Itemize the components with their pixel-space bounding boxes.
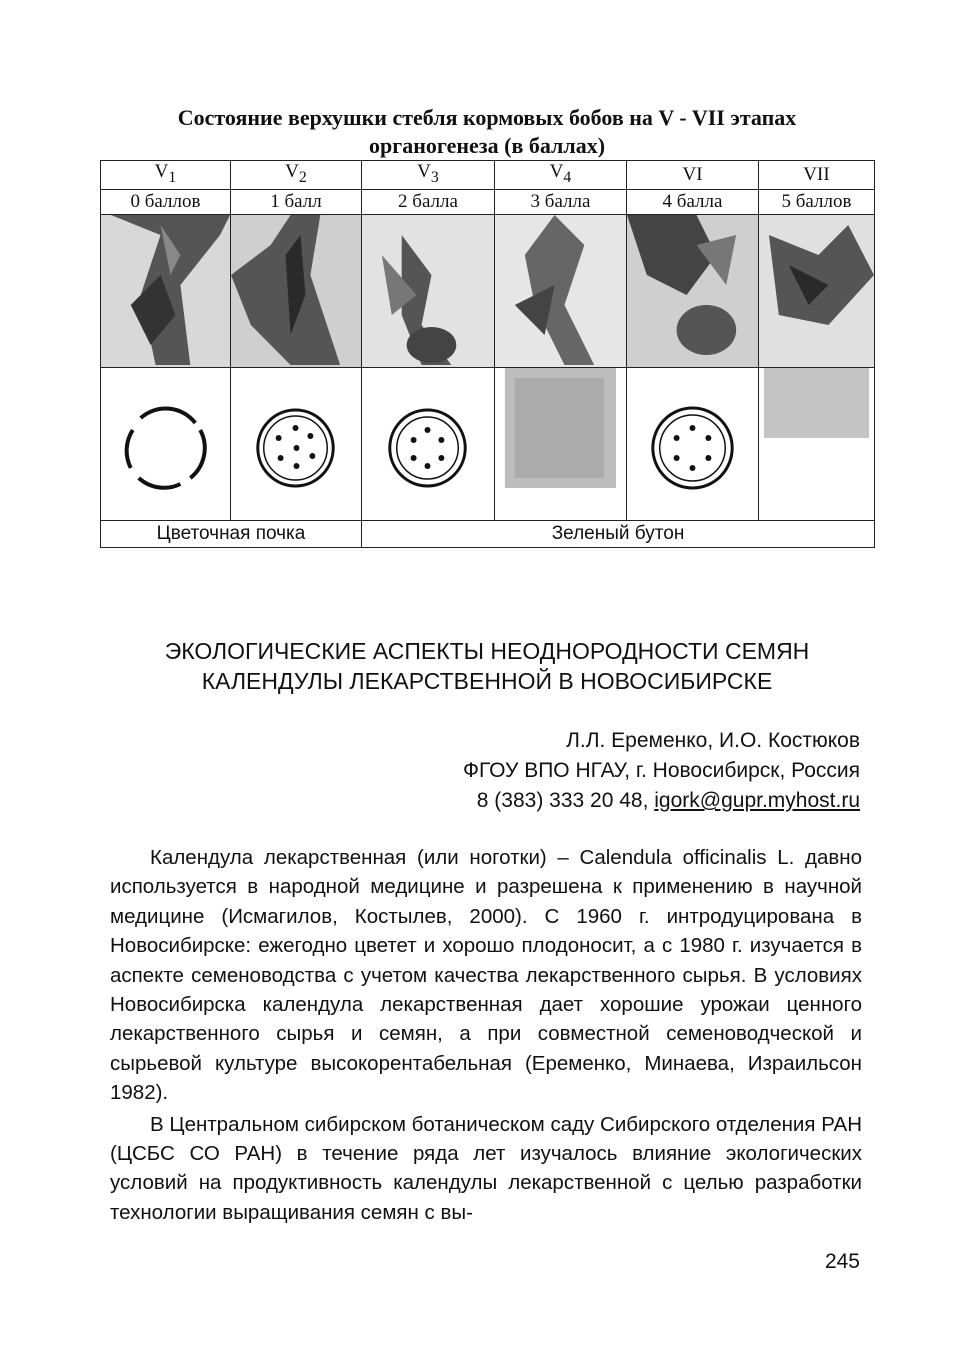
email-link[interactable]: igork@gupr.myhost.ru — [654, 789, 860, 812]
stage-cell: $V_2$ — [231, 161, 362, 190]
stage-cell: VI — [627, 161, 759, 190]
article-title — [100, 636, 874, 696]
stem-photo — [759, 214, 875, 367]
table-caption — [100, 104, 874, 160]
contacts — [463, 786, 860, 816]
score-cell: 4 балла — [627, 189, 759, 214]
score-cell: 2 балла — [362, 189, 495, 214]
score-cell: 0 баллов — [101, 189, 231, 214]
affiliation: ФГОУ ВПО НГАУ, г. Новосибирск, Россия — [462, 759, 860, 782]
cross-section-cell — [231, 367, 362, 520]
stage-cell: $V_1$ — [101, 161, 231, 190]
score-row — [101, 189, 875, 214]
cross-section-row — [101, 367, 875, 520]
organogenesis-table — [100, 160, 875, 548]
score-cell: 1 балл — [231, 189, 362, 214]
caption-line-2: органогенеза (в баллах) — [368, 133, 606, 158]
caption-line-1: Состояние верхушки стебля кормовых бобов на V - VII этапах — [177, 105, 797, 130]
cross-section-cell — [101, 367, 231, 520]
cross-section-cell — [627, 367, 759, 520]
stem-photo — [362, 214, 495, 367]
cross-section-cell — [495, 367, 627, 520]
paragraph: В Центральном сибирском ботаническом саду Сибирского отделения РАН (ЦСБС СО РАН) в течение ряда лет изучалось влияние экологических условий на продуктивность календулы лекарственной с целью разработки технологии выращивания семян с вы- — [110, 1112, 862, 1224]
title-line-1: ЭКОЛОГИЧЕСКИЕ АСПЕКТЫ НЕОДНОРОДНОСТИ СЕМЯН — [164, 638, 810, 664]
score-cell: 3 балла — [495, 189, 627, 214]
stage-cell: $V_3$ — [362, 161, 495, 190]
page-number: 245 — [824, 1250, 860, 1273]
photo-row — [101, 214, 875, 367]
paragraph: Календула лекарственная (или ноготки) – Calendula officinalis L. давно используется в народной медицине и разрешена к применению в научной медицине (Исмагилов, Костылев, 2000). С 1960 г. интродуцирована в Новосибирске: ежегодно цветет и хорошо плодоносит, а с 1980 г. изучается в аспекте семеноводства с учетом качества лекарственного сырья. В условиях Новосибирска календула лекарственная дает хорошие урожаи ценного лекарственного сырья и семян, а при совместной семеноводческой и сырьевой культуре высокорентабельная (Еременко, Минаева, Израильсон 1982). — [110, 846, 862, 1105]
cross-section-cell — [362, 367, 495, 520]
authors: Л.Л. Еременко, И.О. Костюков — [566, 729, 860, 752]
green-bud-label: Зеленый бутон — [362, 520, 875, 547]
author-block — [463, 726, 860, 816]
title-line-2: КАЛЕНДУЛЫ ЛЕКАРСТВЕННОЙ В НОВОСИБИРСКЕ — [201, 668, 773, 694]
score-cell: 5 баллов — [759, 189, 875, 214]
stage-row — [101, 161, 875, 190]
stem-photo — [627, 214, 759, 367]
stem-photo — [495, 214, 627, 367]
stem-photo — [101, 214, 231, 367]
article-body — [110, 843, 862, 1229]
flower-bud-label: Цветочная почка — [101, 520, 362, 547]
bottom-row — [101, 520, 875, 547]
stage-cell: $V_4$ — [495, 161, 627, 190]
stage-cell: VII — [759, 161, 875, 190]
stem-photo — [231, 214, 362, 367]
phone: 8 (383) 333 20 48, — [476, 789, 655, 812]
cross-section-cell — [759, 367, 875, 520]
